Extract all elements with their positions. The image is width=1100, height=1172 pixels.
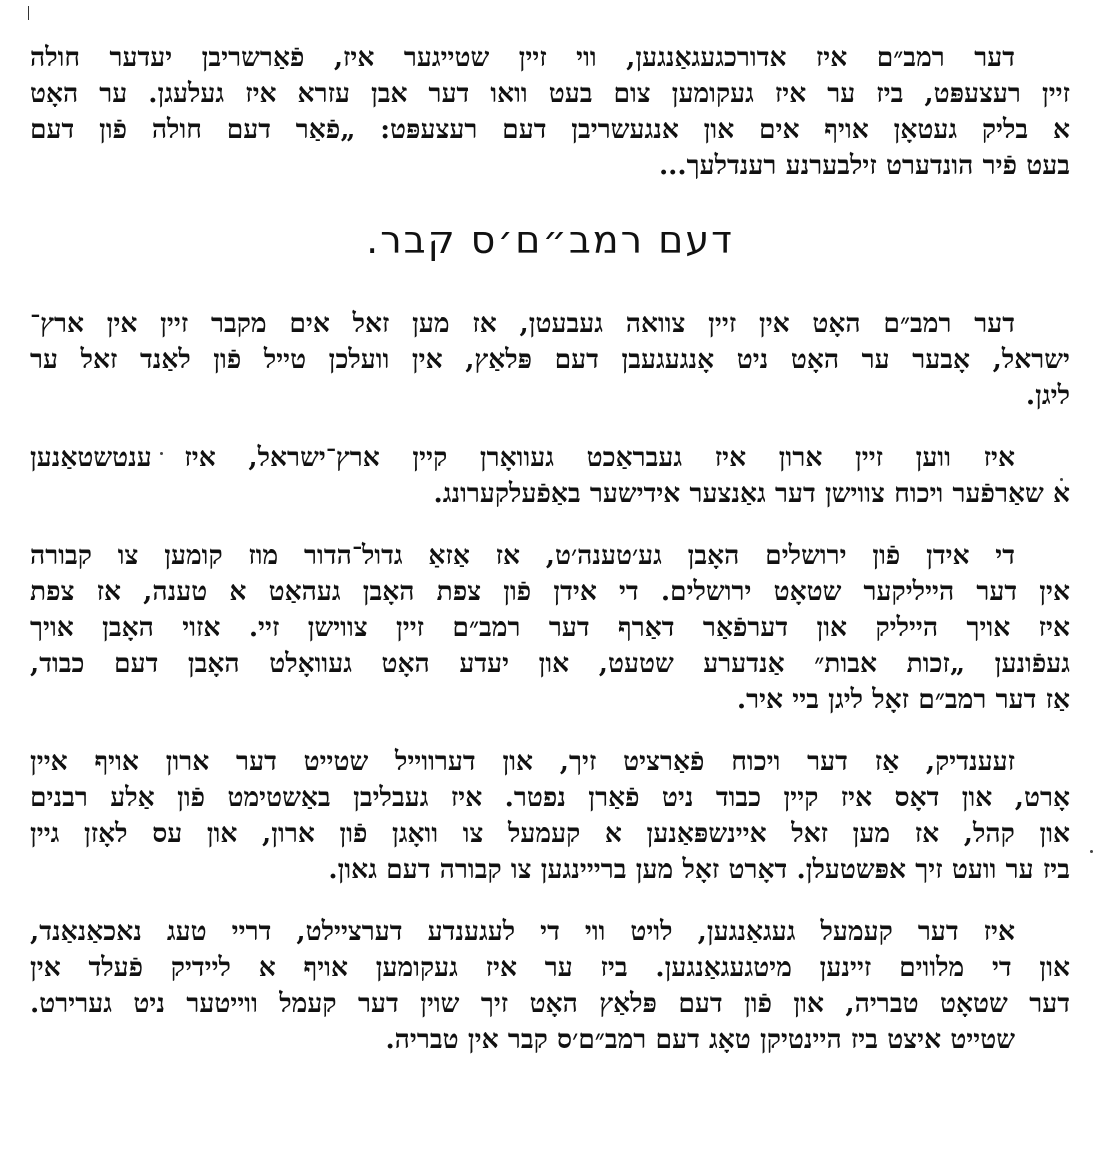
text-line: איז דער קעמעל געגאַנגען, לויט ווי די לעגענדע דערציילט, דריי טעג נאכאַנאַנד, bbox=[30, 916, 1015, 947]
text-line: דער רמב״ם האָט אין זיין צוואה געבעטן, אז מען זאל אים מקבר זיין אין ארץ־ bbox=[30, 308, 1015, 339]
text-line: ליגן. bbox=[1025, 380, 1070, 411]
text-line: דער שטאָט טבריה, און פֿון דעם פּלאַץ האָט זיך שוין דער קעמל ווייטער ניט גערירט. bbox=[30, 988, 1070, 1019]
text-line: אין דער הייליקער שטאָט ירושלים. די אידן פֿון צפת האָבן געהאַט א טענה, אז צפת bbox=[30, 576, 1070, 607]
paragraph-2 bbox=[30, 440, 1070, 512]
intro-paragraph bbox=[30, 40, 1070, 184]
text-line: א שאַרפֿער ויכוח צווישן דער גאַנצער אידישער באַפֿעלקערונג. bbox=[433, 478, 1070, 509]
text-line: ישראל, אָבער ער האָט ניט אָנגעגעבן דעם פּלאַץ, אין וועלכן טייל פֿון לאַנד זאל ער bbox=[30, 344, 1070, 375]
paragraph-4 bbox=[30, 744, 1070, 888]
text-line: געפֿונען „זכות אבות״ אַנדערע שטעט, און יעדע האָט געוואָלט האָבן דעם כבוד, bbox=[30, 648, 1070, 679]
text-line: דער רמב״ם איז אדורכגעגאַנגען, ווי זיין שטייגער איז, פֿאַרשריבן יעדער חולה bbox=[30, 42, 1015, 73]
text-line: אַז דער רמב״ם זאָל ליגן ביי איר. bbox=[736, 684, 1070, 715]
scan-edge-mark bbox=[28, 6, 29, 20]
scan-speck bbox=[1090, 850, 1093, 853]
text-line: בעט פֿיר הונדערט זילבערנע רענדלעך... bbox=[658, 150, 1070, 181]
paragraph-3 bbox=[30, 538, 1070, 718]
section-title: דעם רמב״ם׳ס קבר. bbox=[366, 218, 734, 262]
text-line: זיין רעצעפּט, ביז ער איז געקומען צום בעט וואו דער אבן עזרא איז געלעגן. ער האָט bbox=[30, 78, 1070, 109]
text-line: זעענדיק, אַז דער ויכוח פֿאַרציט זיך, און דערווייל שטייט דער ארון אויף איין bbox=[30, 746, 1015, 777]
text-line: א בליק געטאָן אויף אים און אנגעשריבן דעם רעצעפּט: „פֿאַר דעם חולה פֿון דעם bbox=[30, 114, 1070, 145]
text-line: איז ווען זיין ארון איז געבראַכט געוואָרן קיין ארץ־ישראל, איז ענטשטאַנען bbox=[30, 442, 1015, 473]
text-line: שטייט איצט ביז היינטיקן טאָג דעם רמב״ם׳ס קבר אין טבריה. bbox=[385, 1024, 1015, 1055]
text-line: אָרט, און דאָס איז קיין כבוד ניט פֿאַרן נפטר. איז געבליבן באַשטימט פֿון אַלע רבנים bbox=[30, 782, 1070, 813]
text-line: און די מלווים זיינען מיטגעגאַנגען. ביז ער איז געקומען אויף א ליידיק פֿעלד אין bbox=[30, 952, 1070, 983]
paragraph-5 bbox=[30, 914, 1070, 1058]
text-line: די אידן פֿון ירושלים האָבן גע׳טענה׳ט, אז אַזאַ גדול־הדור מוז קומען צו קבורה bbox=[30, 540, 1015, 571]
document-page bbox=[30, 40, 1070, 1150]
text-line: און קהל, אז מען זאל איינשפּאַנען א קעמעל צו וואָגן פֿון ארון, און עס לאָזן גיין bbox=[30, 818, 1070, 849]
paragraph-1 bbox=[30, 306, 1070, 414]
text-line: איז אויך הייליק און דערפֿאַר דאַרף דער רמב״ם זיין צווישן זיי. אזוי האָבן אויך bbox=[30, 612, 1070, 643]
text-line: ביז ער וועט זיך אפּשטעלן. דאָרט זאָל מען ברייינגען צו קבורה דעם גאון. bbox=[328, 854, 1070, 885]
